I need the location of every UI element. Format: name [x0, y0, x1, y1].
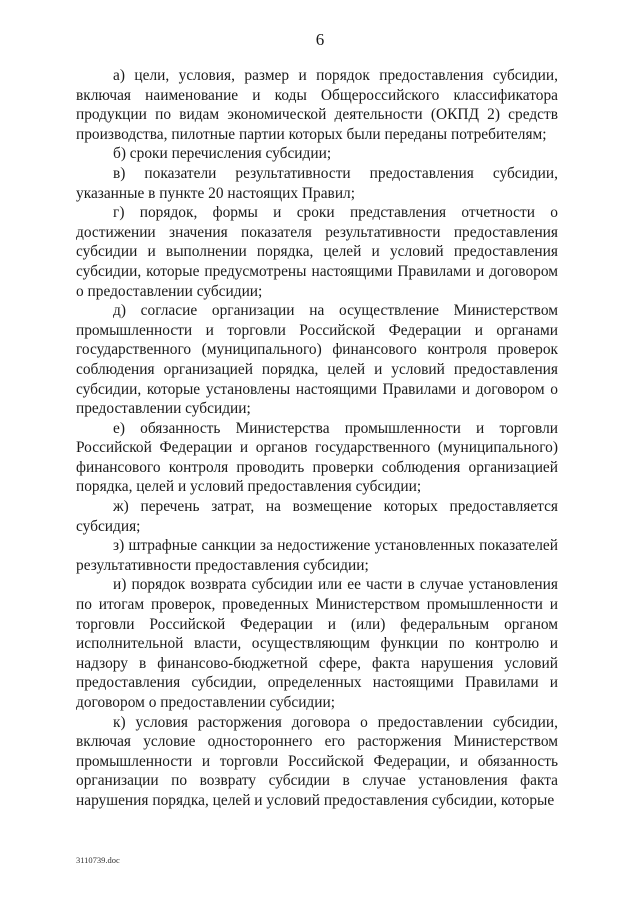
- page-number: 6: [315, 30, 325, 49]
- paragraph-g: г) порядок, формы и сроки представления отчетности о достижении значения показателя результативности предоставления субсидии и выполнении порядка, целей и условий предоставления субсидии, которые предусмотрены настоящими Правилами и договором о предоставлении субсидии;: [76, 204, 558, 300]
- document-file-name: 3110739.doc: [76, 855, 120, 865]
- paragraph-d: д) согласие организации на осуществление Министерством промышленности и торговли Российской Федерации и органами государственного (муниципального) финансового контроля проверок соблюдения организацией порядка, целей и условий предоставления субсидии, которые установлены настоящими Правилами и договором о предоставлении субсидии;: [76, 302, 558, 418]
- paragraph-a: а) цели, условия, размер и порядок предоставления субсидии, включая наименование и коды Общероссийского классификатора продукции по видам экономической деятельности (ОКПД 2) средств производства, пилотные партии которых были переданы потребителям;: [76, 67, 558, 143]
- paragraph-i: и) порядок возврата субсидии или ее части в случае установления по итогам проверок, проведенных Министерством промышленности и торговли Российской Федерации и (или) федеральным органом исполнительной власти, осуществляющим функции по контролю и надзору в финансово-бюджетной сфере, факта нарушения условий предоставления субсидии, определенных настоящими Правилами и договором о предоставлении субсидии;: [76, 576, 558, 711]
- paragraph-e: е) обязанность Министерства промышленности и торговли Российской Федерации и органов государственного (муниципального) финансового контроля проводить проверки соблюдения организацией порядка, целей и условий предоставления субсидии;: [76, 419, 558, 496]
- paragraph-zh: ж) перечень затрат, на возмещение которых предоставляется субсидия;: [76, 498, 558, 535]
- document-body: [76, 66, 558, 811]
- paragraph-k: к) условия расторжения договора о предоставлении субсидии, включая условие одностороннего его расторжения Министерством промышленности и торговли Российской Федерации, и обязанность организации по возврату субсидии в случае установления факта нарушения порядка, целей и условий предоставления субсидии, которые: [76, 713, 558, 809]
- paragraph-b: б) сроки перечисления субсидии;: [113, 145, 332, 163]
- paragraph-z: з) штрафные санкции за недостижение установленных показателей результативности предоставления субсидии;: [76, 537, 558, 574]
- paragraph-v: в) показатели результативности предоставления субсидии, указанные в пункте 20 настоящих Правил;: [76, 164, 558, 202]
